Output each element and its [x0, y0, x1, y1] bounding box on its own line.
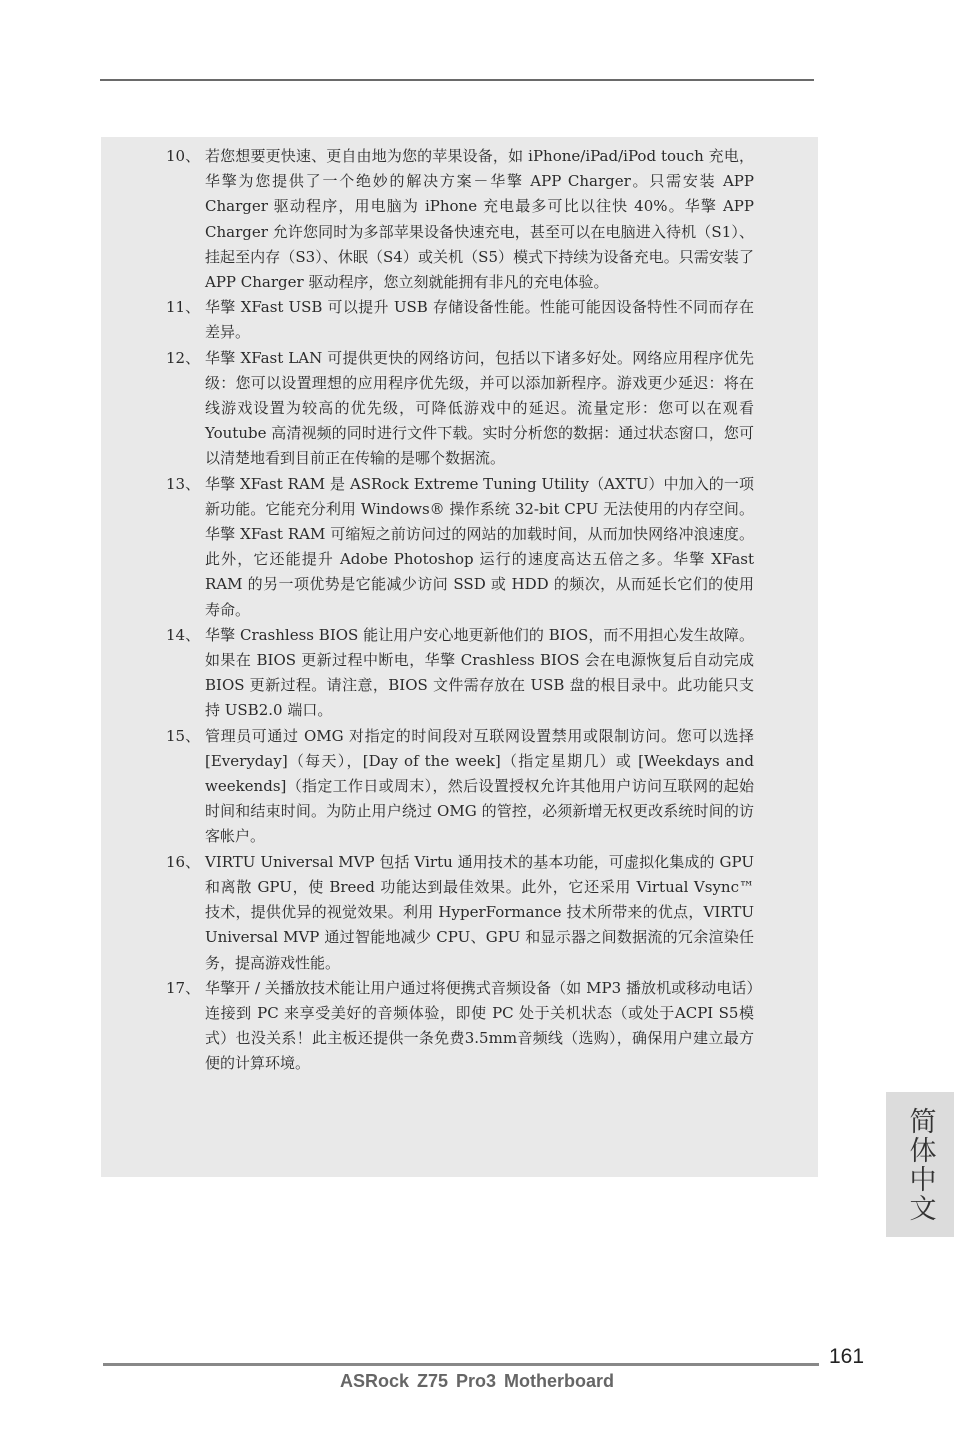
list-item [166, 144, 754, 295]
item-number: 10、 [166, 147, 201, 165]
list-item [166, 623, 754, 724]
footer-title: ASRock Z75 Pro3 Motherboard [339, 1371, 615, 1391]
item-number: 11、 [166, 298, 201, 317]
list-item [166, 295, 754, 345]
item-text: 管理员可通过 OMG 对指定的时间段对互联网设置禁用或限制访问。您可以选择 [Everyday]（每天），[Day of the week]（指定星期几）或 [Weekdays and weekends]（指定工作日或周末），然后设置授权允许其他用户访问互联网的起始时间和结束时间。为防止用户绕过 OMG 的管控，必须新增无权更改系统时间的访客帐户。 [205, 726, 754, 846]
item-text: 华擎 Crashless BIOS 能让用户安心地更新他们的 BIOS，而不用担心发生故障。如果在 BIOS 更新过程中断电，华擎 Crashless BIOS 会在电源恢复后自动完成 BIOS 更新过程。请注意，BIOS 文件需存放在 USB 盘的根目录中。此功能只支持 USB2.0 端口。 [205, 625, 754, 720]
top-rule [100, 79, 814, 81]
page-number: 161 [829, 1345, 865, 1368]
feature-list [166, 144, 754, 1077]
list-item [166, 346, 754, 472]
item-text: 华擎 XFast USB 可以提升 USB 存储设备性能。性能可能因设备特性不同而存在差异。 [205, 298, 754, 342]
list-item [166, 472, 754, 623]
footer-rule [103, 1363, 819, 1366]
item-number: 17、 [166, 978, 201, 997]
language-tab-label: 简体中文 [904, 1106, 936, 1223]
item-number: 13、 [166, 474, 201, 493]
item-number: 14、 [166, 625, 201, 644]
item-text: 华擎 XFast RAM 是 ASRock Extreme Tuning Utility（AXTU）中加入的一项新功能。它能充分利用 Windows® 操作系统 32-bit CPU 无法使用的内存空间。华擎 XFast RAM 可缩短之前访问过的网站的加载时间，从而加快网络冲浪速度。此外，它还能提升 Adobe Photoshop 运行的速度高达五倍之多。华擎 XFast RAM 的另一项优势是它能减少访问 SSD 或 HDD 的频次，从而延长它们的使用寿命。 [205, 474, 754, 619]
language-tab [886, 1092, 954, 1237]
item-text: 华擎开 / 关播放技术能让用户通过将便携式音频设备（如 MP3 播放机或移动电话）连接到 PC 来享受美好的音频体验，即使 PC 处于关机状态（或处于ACPI S5模式）也没关系！此主板还提供一条免费3.5mm音频线（选购），确保用户建立最方便的计算环境。 [205, 978, 754, 1073]
list-item [166, 850, 754, 976]
item-text: VIRTU Universal MVP 包括 Virtu 通用技术的基本功能，可虚拟化集成的 GPU 和离散 GPU，使 Breed 功能达到最佳效果。此外，它还采用 Virtual Vsync™ 技术，提供优异的视觉效果。利用 HyperFormance 技术所带来的优点，VIRTU Universal MVP 通过智能地减少 CPU、GPU 和显示器之间数据流的冗余渲染任务，提高游戏性能。 [205, 852, 754, 972]
item-text: 若您想要更快速、更自由地为您的苹果设备，如 iPhone/iPad/iPod touch 充电，华擎为您提供了一个绝妙的解决方案－华擎 APP Charger。只需安装 APP Charger 驱动程序，用电脑为 iPhone 充电最多可比以往快 40%。华擎 APP Charger 允许您同时为多部苹果设备快速充电，甚至可以在电脑进入待机（S1）、挂起至内存（S3）、休眠（S4）或关机（S5）模式下持续为设备充电。只需安装了 APP Charger 驱动程序，您立刻就能拥有非凡的充电体验。 [205, 147, 754, 292]
item-text: 华擎 XFast LAN 可提供更快的网络访问，包括以下诸多好处。网络应用程序优先级：您可以设置理想的应用程序优先级，并可以添加新程序。游戏更少延迟：将在线游戏设置为较高的优先级，可降低游戏中的延迟。流量定形：您可以在观看 Youtube 高清视频的同时进行文件下载。实时分析您的数据：通过状态窗口，您可以清楚地看到目前正在传输的是哪个数据流。 [205, 348, 754, 468]
list-item [166, 976, 754, 1077]
item-number: 15、 [166, 726, 201, 745]
item-number: 16、 [166, 852, 201, 871]
list-item [166, 724, 754, 850]
item-number: 12、 [166, 348, 201, 367]
